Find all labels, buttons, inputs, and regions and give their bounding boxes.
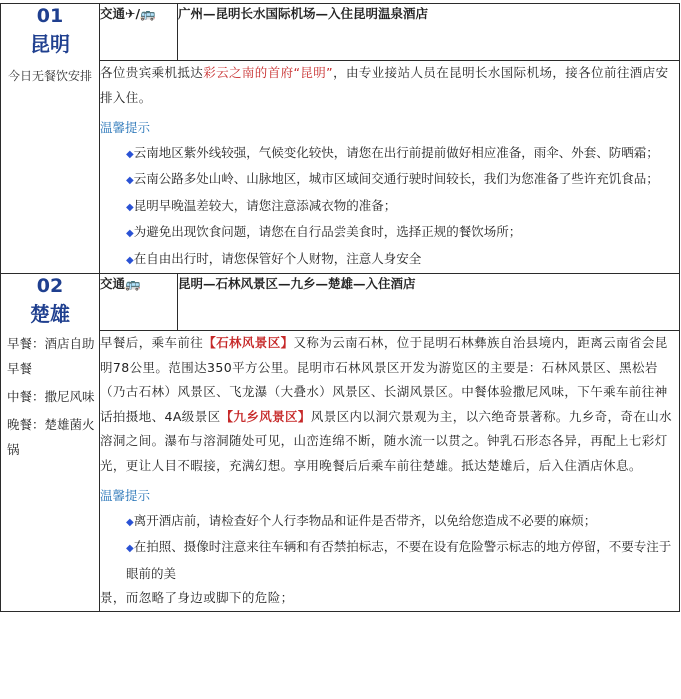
day1-intro-before: 各位贵宾乘机抵达 bbox=[100, 65, 204, 80]
blue-diamond-icon: ◆ bbox=[126, 201, 134, 213]
day1-tip: ◆昆明早晚温差较大，请您注意添减衣物的准备； bbox=[126, 197, 397, 213]
day1-tip: ◆云南地区紫外线较强，气候变化较快，请您在出行前提前做好相应准备，雨伞、外套、防晒霜； bbox=[126, 144, 659, 160]
jiuxiang-highlight: 【九乡风景区】 bbox=[220, 408, 311, 424]
day1-content bbox=[100, 61, 680, 274]
day2-content bbox=[100, 331, 680, 612]
day2-transport-label: 交通🚌 bbox=[100, 274, 178, 331]
blue-diamond-icon: ◆ bbox=[126, 254, 134, 266]
day2-tail: 景，而忽略了身边或脚下的危险； bbox=[100, 590, 294, 605]
day1-intro bbox=[100, 61, 679, 110]
day1-tip: ◆在自由出行时，请您保管好个人财物，注意人身安全 bbox=[126, 250, 422, 266]
day1-tip: ◆云南公路多处山岭、山脉地区，城市区域间交通行驶时间较长，我们为您准备了些许充饥食品； bbox=[126, 171, 659, 186]
blue-diamond-icon: ◆ bbox=[126, 516, 134, 528]
day2-content-row bbox=[1, 331, 680, 612]
day1-tips-title: 温馨提示 bbox=[100, 120, 151, 135]
stone-forest-highlight: 【石林风景区】 bbox=[203, 335, 294, 350]
blue-diamond-icon: ◆ bbox=[126, 228, 134, 239]
day1-transport-row bbox=[1, 4, 680, 61]
day2-day-cell bbox=[1, 274, 100, 612]
day1-intro-highlight: 彩云之南的首府“昆明” bbox=[203, 65, 334, 80]
day1-transport-label: 交通✈/🚌 bbox=[100, 4, 178, 61]
itinerary-table bbox=[0, 3, 680, 612]
day2-tip: ◆在拍照、摄像时注意来往车辆和有否禁拍标志，不要在设有危险警示标志的地方停留，不要专注于眼前的美 bbox=[126, 539, 672, 581]
day2-dinner: 晚餐：楚雄菌火锅 bbox=[7, 417, 95, 457]
day1-content-row bbox=[1, 61, 680, 274]
day1-tip: ◆为避免出现饮食问题，请您在自行品尝美食时，选择正规的餐饮场所； bbox=[126, 224, 522, 239]
day2-city: 楚雄 bbox=[30, 302, 70, 326]
day1-route: 广州—昆明长水国际机场—入住昆明温泉酒店 bbox=[178, 4, 680, 61]
day1-meal-note: 今日无餐饮安排 bbox=[7, 69, 92, 83]
day2-breakfast: 早餐：酒店自助早餐 bbox=[7, 336, 95, 376]
day1-number: 01 bbox=[36, 5, 64, 27]
blue-diamond-icon: ◆ bbox=[126, 543, 134, 554]
day2-lunch: 中餐：撒尼风味 bbox=[7, 389, 95, 404]
day2-description: 早餐后，乘车前往【石林风景区】又称为云南石林，位于昆明石林彝族自治县境内，距离云南省会昆明78公里。范围达350平方公里。昆明市石林风景区开发为游览区的主要是：石林风景区、黑松岩（乃古石林）风景区、飞龙瀑（大叠水）风景区、长湖风景区。中餐体验撒尼风味，下午乘车前往神话拍摄地、4A级景区【九乡风景区】风景区内以洞穴景观为主，以六绝奇景著称。九乡奇，奇在山水溶洞之间。瀑布与溶洞随处可见，山峦连绵不断，随水流一以贯之。钟乳石形态各异，再配上七彩灯光，更让人目不暇接，充满幻想。享用晚餐后后乘车前往楚雄。抵达楚雄后，后入住酒店休息。 bbox=[100, 335, 673, 473]
day2-route: 昆明—石林风景区—九乡—楚雄—入住酒店 bbox=[178, 274, 680, 331]
day2-tip: ◆离开酒店前，请检查好个人行李物品和证件是否带齐，以免给您造成不必要的麻烦； bbox=[126, 512, 597, 528]
blue-diamond-icon: ◆ bbox=[126, 175, 134, 186]
day1-day-cell bbox=[1, 4, 100, 274]
blue-diamond-icon: ◆ bbox=[126, 148, 134, 160]
day2-tips-title: 温馨提示 bbox=[100, 488, 151, 503]
day2-meals bbox=[1, 331, 99, 462]
day2-transport-row bbox=[1, 274, 680, 331]
day2-number: 02 bbox=[36, 275, 64, 297]
day1-city: 昆明 bbox=[30, 32, 70, 56]
day1-intro-after: ，由专业接站人员在昆明长水国际机场，接各位前往酒店安排入住。 bbox=[100, 65, 669, 105]
